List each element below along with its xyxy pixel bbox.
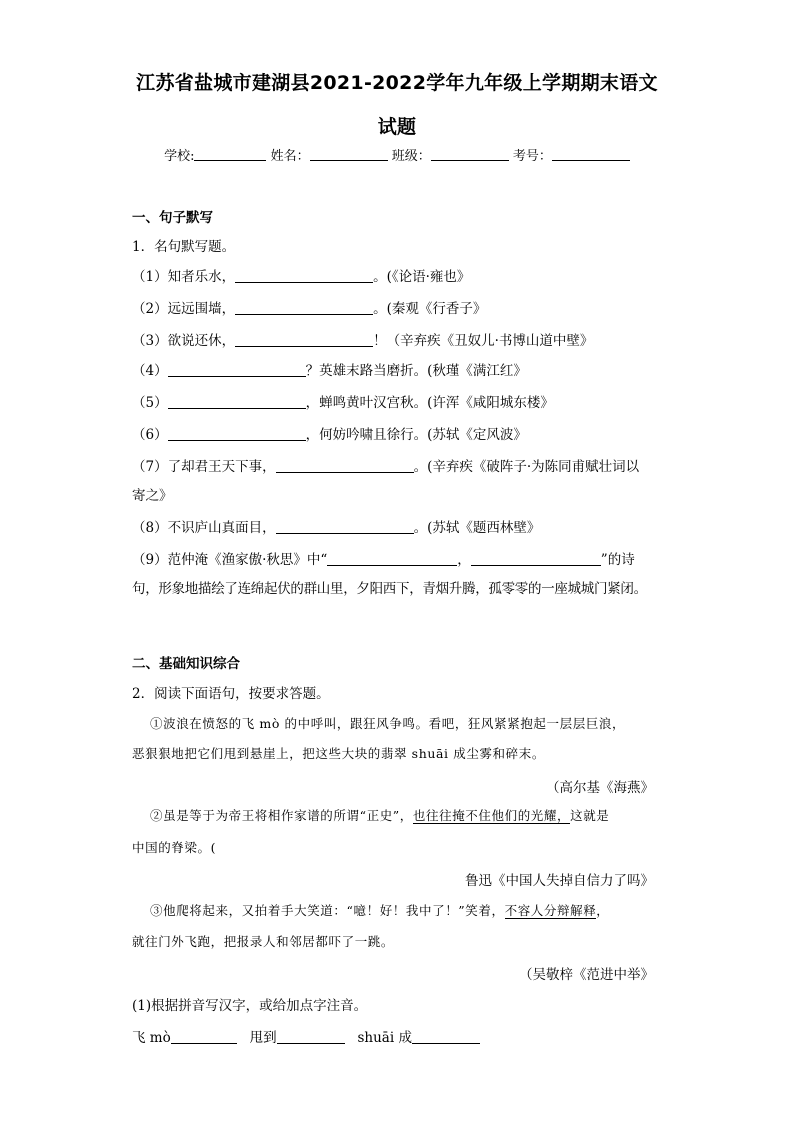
exam-title-line2: 试题 [377, 116, 417, 138]
student-info-row [0, 145, 794, 164]
passage-3-line1: ③他爬将起来，又拍着手大笑道：“噫！好！我中了！”笑着，不容人分辩解释， [150, 903, 610, 918]
recitation-item-5: （5） ，蝉鸣黄叶汉宫秋。(许浑《咸阳城东楼》 [132, 395, 554, 411]
passage-1-line2: 恶狠狠地把它们甩到悬崖上，把这些大块的翡翠 shuāi 成尘雾和碎末。 [132, 746, 545, 761]
answer-blank[interactable] [235, 300, 373, 315]
question-1: 1．名句默写题。 [132, 239, 236, 255]
recitation-item-8: （8）不识庐山真面目， 。(苏轼《题西林壁》 [132, 520, 541, 536]
recitation-item-9: （9）范仲淹《渔家傲·秋思》中“ ， ”的诗 [132, 552, 635, 568]
exam-no-label: 考号： [512, 149, 552, 164]
recitation-item-1: （1）知者乐水， 。(《论语·雍也》 [132, 269, 471, 285]
passage-2-source: 鲁迅《中国人失掉自信力了吗》 [465, 873, 654, 889]
school-blank[interactable] [194, 148, 266, 161]
exam-title-line1: 江苏省盐城市建湖县2021-2022学年九年级上学期期末语文 [136, 72, 658, 94]
passage-3-source: （吴敬梓《范进中举》 [519, 967, 654, 983]
section-1-heading: 一、句子默写 [132, 210, 213, 226]
recitation-item-2: （2）远远围墙， 。(秦观《行香子》 [132, 301, 487, 317]
passage-3-line2: 就往门外飞跑，把报录人和邻居都吓了一跳。 [132, 934, 395, 949]
answer-blank[interactable] [235, 268, 373, 283]
answer-blank[interactable] [168, 426, 306, 441]
answer-blank[interactable] [412, 1029, 480, 1044]
exam-no-blank[interactable] [552, 148, 630, 161]
answer-blank[interactable] [235, 332, 373, 347]
recitation-item-3: （3）欲说还休， ！（辛弃疾《丑奴儿·书博山道中壁》 [132, 333, 594, 349]
underlined-phrase: 也往往掩不住他们的光耀， [412, 808, 571, 823]
answer-blank[interactable] [168, 394, 306, 409]
recitation-item-9-cont: 句，形象地描绘了连绵起伏的群山里，夕阳西下，青烟升腾，孤零零的一座城城门紧闭。 [132, 581, 647, 597]
answer-blank[interactable] [327, 551, 457, 566]
answer-blank[interactable] [276, 458, 414, 473]
underlined-phrase: 不容人分辩解释 [504, 903, 597, 918]
name-label: 姓名： [270, 149, 310, 164]
sub-question-1: (1)根据拼音写汉字，或给加点字注音。 [132, 998, 368, 1014]
answer-blank[interactable] [171, 1029, 237, 1044]
passage-1-line1: ①波浪在愤怒的飞 mò 的中呼叫，跟狂风争鸣。看吧，狂风紧紧抱起一层层巨浪， [150, 716, 626, 731]
answer-blank[interactable] [277, 1029, 345, 1044]
recitation-item-4: （4） ？英雄末路当磨折。(秋瑾《满江红》 [132, 363, 527, 379]
question-2: 2．阅读下面语句，按要求答题。 [132, 686, 330, 702]
class-blank[interactable] [431, 148, 509, 161]
pinyin-fill-row: 飞 mò 甩到 shuāi 成 [132, 1026, 664, 1046]
answer-blank[interactable] [471, 551, 601, 566]
school-label: 学校: [164, 149, 195, 164]
recitation-item-6: （6） ，何妨吟啸且徐行。(苏轼《定风波》 [132, 427, 527, 443]
passage-1-source: （高尔基《海燕》 [546, 780, 654, 796]
recitation-item-7-cont: 寄之》 [132, 488, 173, 504]
answer-blank[interactable] [276, 519, 414, 534]
passage-2-line1: ②虽是等于为帝王将相作家谱的所谓“正史”，也往往掩不住他们的光耀，这就是 [150, 808, 610, 823]
answer-blank[interactable] [168, 362, 306, 377]
recitation-item-7: （7）了却君王天下事， 。(辛弃疾《破阵子·为陈同甫赋壮词以 [132, 459, 640, 475]
section-2-heading: 二、基础知识综合 [132, 656, 240, 672]
class-label: 班级： [391, 149, 431, 164]
passage-2-line2: 中国的脊梁。( [132, 840, 217, 855]
name-blank[interactable] [310, 148, 388, 161]
